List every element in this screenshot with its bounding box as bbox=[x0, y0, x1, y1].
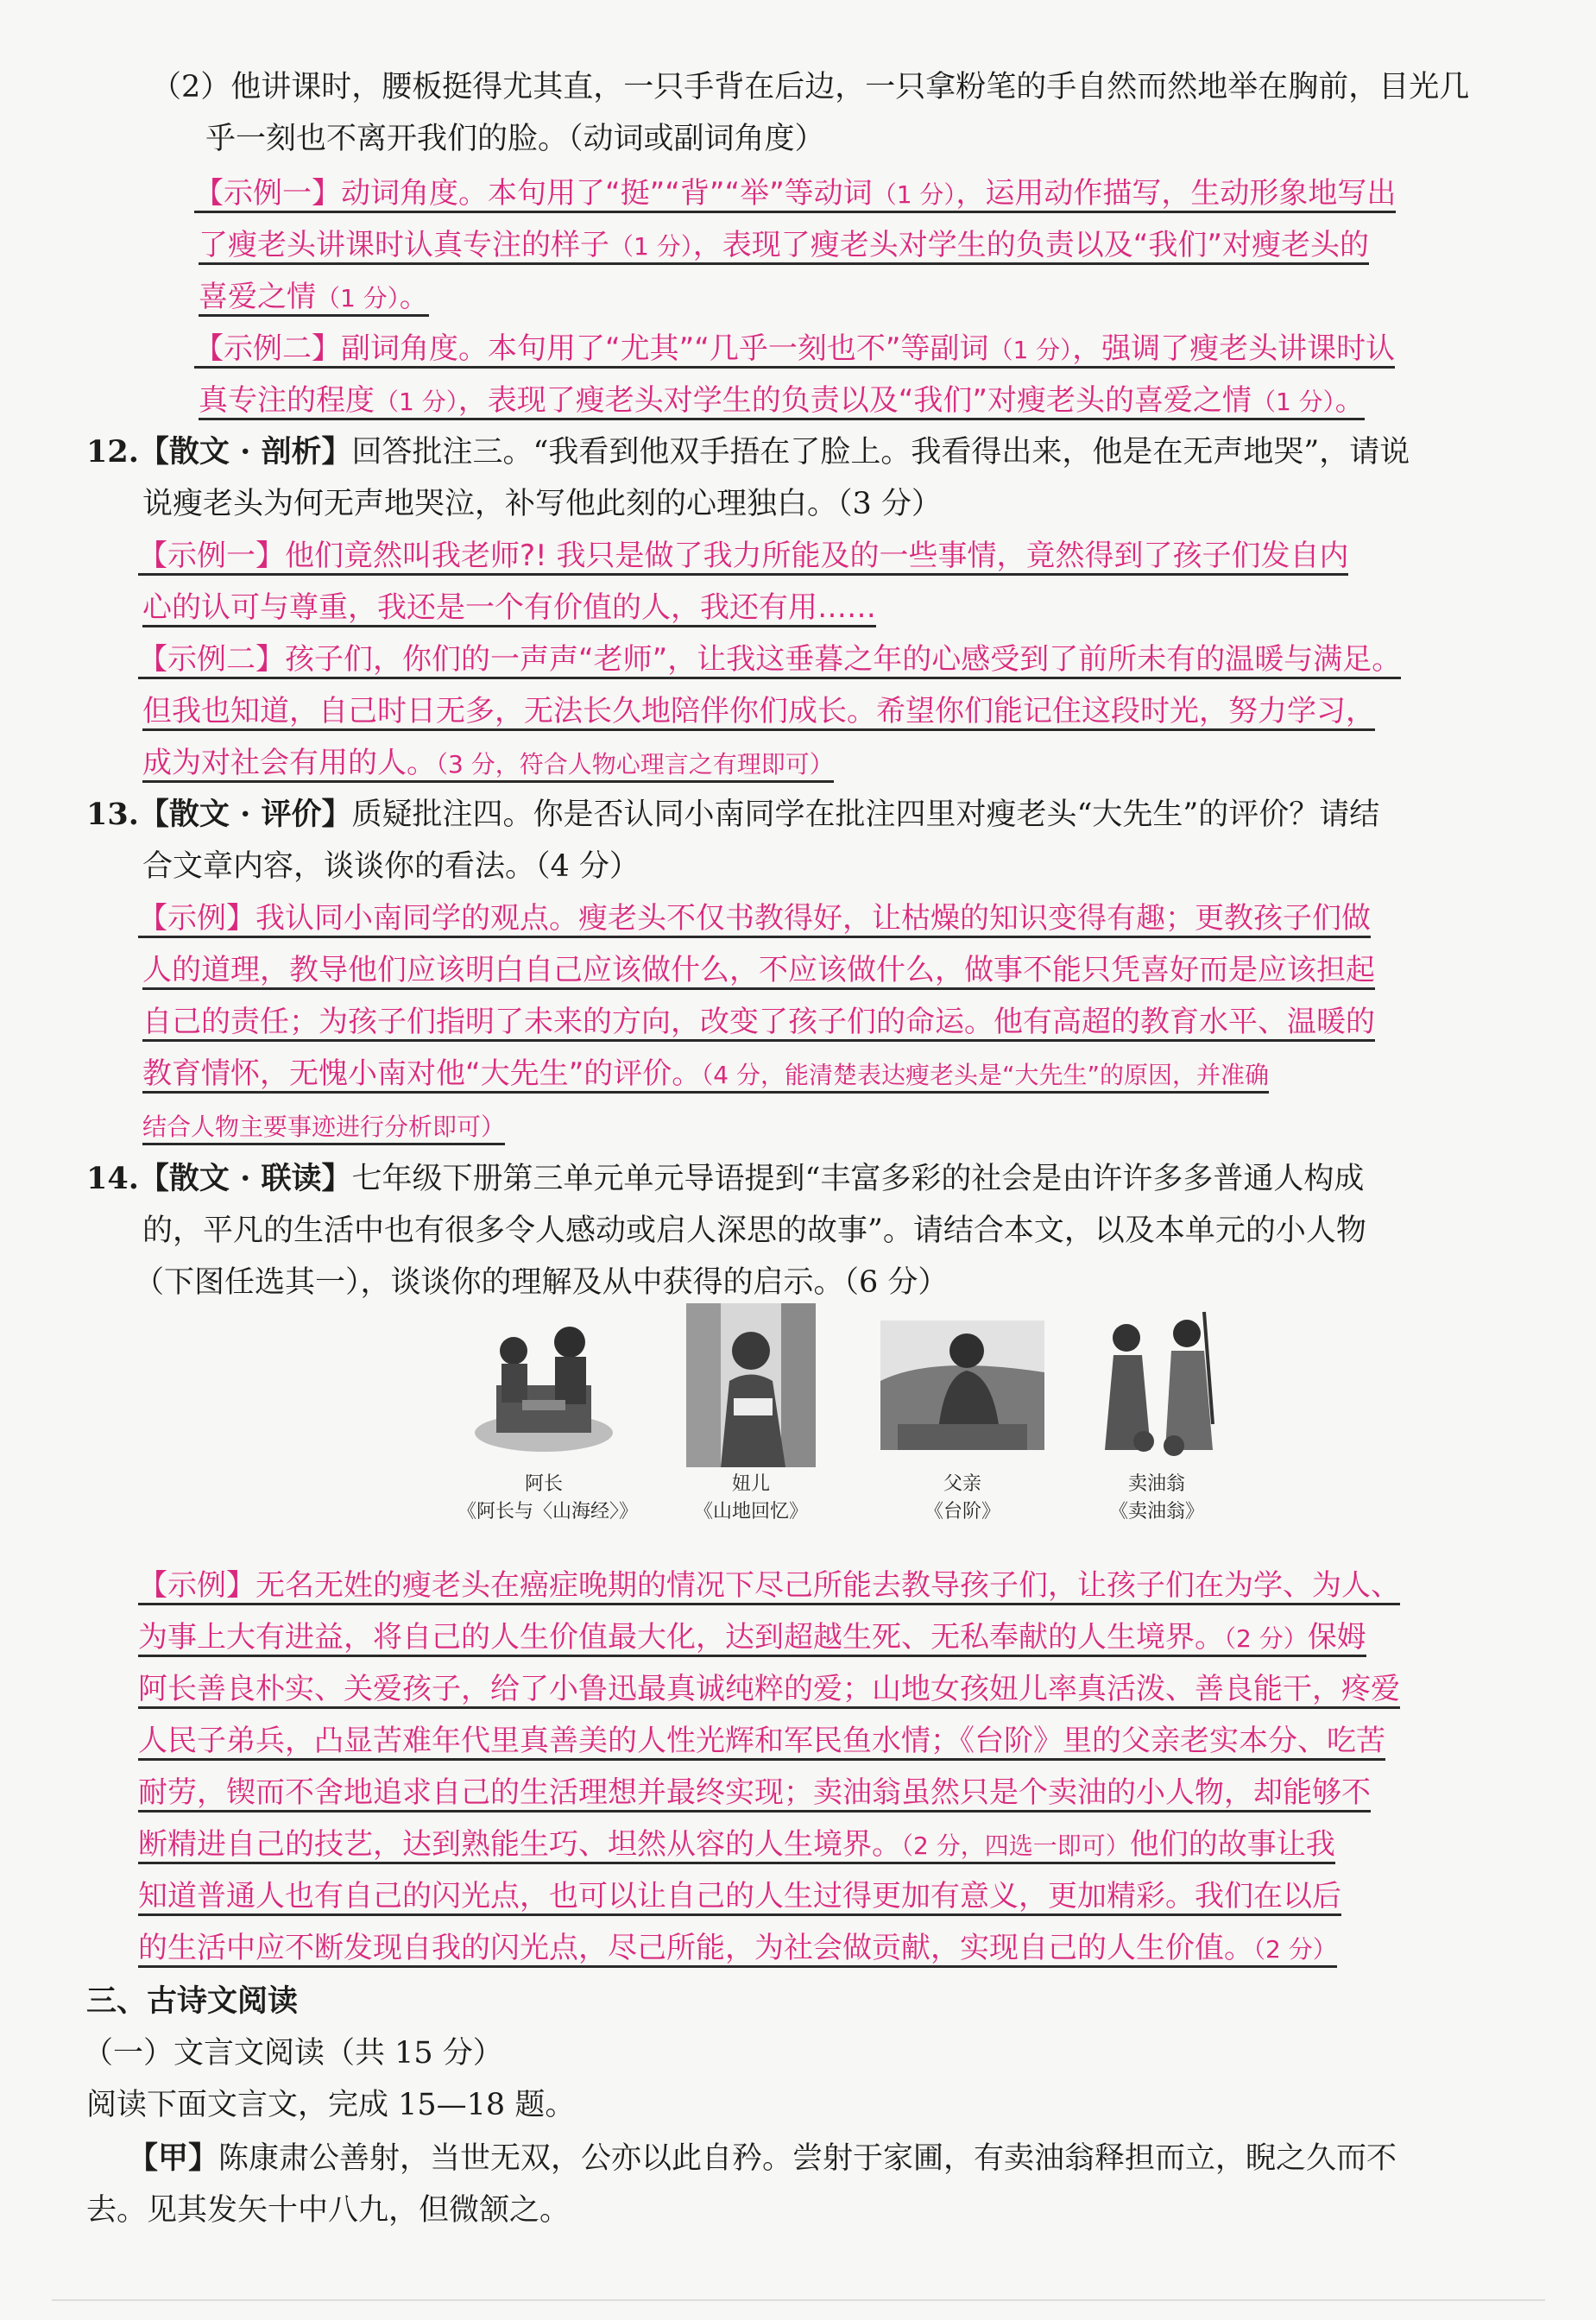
text-line bbox=[86, 1976, 298, 2027]
line-text: 阿长善良朴实、关爱孩子，给了小鲁迅最真诚纯粹的爱；山地女孩妞儿率真活泼、善良能干，疼爱 bbox=[138, 1672, 1400, 1706]
illustration-oil-seller bbox=[1075, 1303, 1239, 1467]
figure-name: 父亲 bbox=[943, 1473, 981, 1495]
answer-line bbox=[194, 324, 1395, 374]
line-text: 真专注的程度 bbox=[199, 383, 375, 418]
line-text: 保姆 bbox=[1307, 1620, 1366, 1655]
line-text: ，表现了瘦老头对学生的负责以及“我们”对瘦老头的喜爱之情 bbox=[457, 383, 1252, 418]
answer-line bbox=[138, 1871, 1341, 1921]
line-text: 成为对社会有用的人。 bbox=[142, 746, 436, 780]
page-edge-rule bbox=[52, 2299, 1545, 2301]
figure-source: 《卖油翁》 bbox=[1108, 1501, 1204, 1522]
answer-line bbox=[142, 997, 1375, 1047]
score-note: （1 分） bbox=[375, 388, 458, 416]
answer-line bbox=[138, 893, 1371, 943]
line-text: ，强调了瘦老头讲课时认 bbox=[1072, 331, 1396, 366]
line-text: （一）文言文阅读（共 15 分） bbox=[83, 2036, 503, 2071]
line-text: 耐劳，锲而不舍地追求自己的生活理想并最终实现；卖油翁虽然只是个卖油的小人物，却能够不 bbox=[138, 1775, 1371, 1810]
question-number: 12. bbox=[86, 434, 139, 470]
score-note: （2 分） bbox=[1224, 1624, 1308, 1653]
figure-row bbox=[457, 1303, 1286, 1554]
question-number: 14. bbox=[86, 1161, 139, 1196]
line-text: 喜爱之情 bbox=[199, 280, 316, 314]
answer-line bbox=[138, 1768, 1371, 1818]
answer-line bbox=[194, 168, 1396, 218]
line-text: 。 bbox=[399, 280, 429, 314]
figure-father bbox=[876, 1303, 1049, 1526]
answer-line bbox=[138, 1923, 1337, 1973]
line-text: 人民子弟兵，凸显苦难年代里真善美的人性光辉和军民鱼水情；《台阶》里的父亲老实本分、吃苦 bbox=[138, 1724, 1385, 1758]
text-line bbox=[128, 2134, 1397, 2184]
score-note: （3 分，符合人物心理言之有理即可） bbox=[436, 750, 834, 779]
answer-line bbox=[142, 1049, 1269, 1099]
answer-line bbox=[142, 738, 834, 788]
text-line bbox=[86, 2080, 575, 2130]
line-text: 说瘦老头为何无声地哭泣，补写他此刻的心理独白。（3 分） bbox=[142, 487, 942, 521]
illustration-father bbox=[880, 1303, 1044, 1467]
line-text: 【示例】我认同小南同学的观点。瘦老头不仅书教得好，让枯燥的知识变得有趣；更教孩子们做 bbox=[138, 901, 1371, 936]
line-text: 【示例一】动词角度。本句用了“挺”“背”“举”等动词 bbox=[194, 176, 873, 211]
line-text: 知道普通人也有自己的闪光点，也可以让自己的人生过得更加有意义，更加精彩。我们在以后 bbox=[138, 1879, 1341, 1913]
line-text: 乎一刻也不离开我们的脸。（动词或副词角度） bbox=[205, 122, 825, 156]
answer-line bbox=[199, 272, 429, 322]
figure-niu-er bbox=[665, 1303, 837, 1526]
line-text: 七年级下册第三单元单元导语提到“丰富多彩的社会是由许许多多普通人构成 bbox=[351, 1162, 1365, 1196]
line-text: 人的道理，教导他们应该明白自己应该做什么，不应该做什么，做事不能只凭喜好而是应该担起 bbox=[142, 953, 1375, 987]
text-line bbox=[142, 479, 942, 529]
answer-line bbox=[138, 1716, 1385, 1766]
score-note: （4 分，能清楚表达瘦老头是“大先生”的原因，并准确 bbox=[701, 1061, 1269, 1089]
line-text: 但我也知道，自己时日无多，无法长久地陪伴你们成长。希望你们能记住这段时光，努力学习， bbox=[142, 694, 1375, 728]
figure-source: 《山地回忆》 bbox=[693, 1501, 808, 1522]
line-text: 【示例一】他们竟然叫我老师?! 我只是做了我力所能及的一些事情，竟然得到了孩子们发自内 bbox=[138, 539, 1349, 573]
figure-a-chang bbox=[457, 1303, 639, 1526]
score-note: （1 分） bbox=[872, 180, 956, 209]
line-text: 阅读下面文言文，完成 15—18 题。 bbox=[86, 2088, 576, 2122]
line-text: ，运用动作描写，生动形象地写出 bbox=[956, 176, 1397, 211]
text-line bbox=[134, 1258, 948, 1308]
figure-name: 妞儿 bbox=[731, 1473, 770, 1495]
answer-line bbox=[199, 220, 1369, 270]
line-text: 去。见其发矢十中八九，但微颔之。 bbox=[86, 2193, 571, 2228]
line-text: 。 bbox=[1334, 383, 1365, 418]
line-text: 质疑批注四。你是否认同小南同学在批注四里对瘦老头“大先生”的评价？请结 bbox=[351, 798, 1380, 832]
score-note: （1 分） bbox=[609, 232, 693, 261]
text-line bbox=[83, 2028, 503, 2078]
line-text: 的生活中应不断发现自我的闪光点，尽己所能，为社会做贡献，实现自己的人生价值。 bbox=[138, 1931, 1253, 1965]
line-text: （下图任选其一），谈谈你的理解及从中获得的启示。（6 分） bbox=[134, 1265, 949, 1300]
line-text: 三、古诗文阅读 bbox=[86, 1983, 299, 2019]
line-text: 自己的责任；为孩子们指明了未来的方向，改变了孩子们的命运。他有高超的教育水平、温暖的 bbox=[142, 1005, 1375, 1039]
text-line bbox=[142, 842, 640, 892]
answer-line bbox=[199, 375, 1365, 426]
line-text: 【示例】无名无姓的瘦老头在癌症晚期的情况下尽己所能去教导孩子们，让孩子们在为学、为人、 bbox=[138, 1568, 1400, 1603]
score-note: （2 分） bbox=[1253, 1935, 1337, 1964]
answer-line bbox=[138, 1560, 1400, 1611]
answer-line bbox=[138, 531, 1348, 581]
line-text: 断精进自己的技艺，达到熟能生巧、坦然从容的人生境界。 bbox=[138, 1827, 901, 1862]
question-tag: 【散文 · 评价】 bbox=[138, 797, 352, 832]
answer-line bbox=[142, 1100, 505, 1151]
answer-line bbox=[138, 1819, 1335, 1869]
line-text: 的，平凡的生活中也有很多令人感动或启人深思的故事”。请结合本文，以及本单元的小人物 bbox=[142, 1214, 1366, 1248]
line-text: 回答批注三。“我看到他双手捂在了脸上。我看得出来，他是在无声地哭”，请说 bbox=[351, 435, 1410, 470]
figure-name: 卖油翁 bbox=[1127, 1473, 1185, 1495]
line-text: 了瘦老头讲课时认真专注的样子 bbox=[199, 228, 609, 262]
illustration-a-chang bbox=[462, 1303, 626, 1467]
question-number: 13. bbox=[86, 797, 139, 832]
text-line bbox=[86, 2185, 570, 2235]
text-line bbox=[142, 1206, 1366, 1256]
figure-source: 《阿长与〈山海经〉》 bbox=[457, 1501, 639, 1522]
score-note: （1 分） bbox=[316, 284, 400, 312]
question-line bbox=[86, 427, 1410, 477]
line-text: 他们的故事让我 bbox=[1129, 1827, 1335, 1862]
line-text: 合文章内容，谈谈你的看法。（4 分） bbox=[142, 849, 640, 884]
line-text: 陈康肃公善射，当世无双，公亦以此自矜。尝射于家圃，有卖油翁释担而立，睨之久而不 bbox=[218, 2141, 1397, 2176]
line-text: 【示例二】副词角度。本句用了“尤其”“几乎一刻也不”等副词 bbox=[194, 331, 989, 366]
answer-line bbox=[142, 686, 1375, 736]
question-line bbox=[86, 790, 1379, 840]
figure-name: 阿长 bbox=[524, 1473, 563, 1495]
text-line bbox=[151, 62, 1469, 112]
question-tag: 【甲】 bbox=[128, 2140, 219, 2176]
question-tag: 【散文 · 联读】 bbox=[138, 1161, 352, 1196]
question-tag: 【散文 · 剖析】 bbox=[138, 434, 352, 470]
line-text: 教育情怀，无愧小南对他“大先生”的评价。 bbox=[142, 1056, 702, 1091]
figure-oil-seller bbox=[1070, 1303, 1243, 1526]
score-note: （1 分） bbox=[1251, 388, 1335, 416]
text-line bbox=[205, 114, 825, 164]
score-note: 结合人物主要事迹进行分析即可） bbox=[142, 1113, 506, 1141]
line-text: 心的认可与尊重，我还是一个有价值的人，我还有用…… bbox=[142, 590, 876, 625]
answer-line bbox=[142, 583, 876, 633]
answer-line bbox=[138, 634, 1401, 684]
line-text: 【示例二】孩子们，你们的一声声“老师”，让我这垂暮之年的心感受到了前所未有的温暖与满足。 bbox=[138, 642, 1402, 677]
line-text: ，表现了瘦老头对学生的负责以及“我们”对瘦老头的 bbox=[692, 228, 1369, 262]
score-note: （2 分，四选一即可） bbox=[901, 1831, 1130, 1860]
illustration-niu-er bbox=[669, 1303, 833, 1467]
line-text: 为事上大有进益，将自己的人生价值最大化，达到超越生死、无私奉献的人生境界。 bbox=[138, 1620, 1224, 1655]
line-text: （2）他讲课时，腰板挺得尤其直，一只手背在后边，一只拿粉笔的手自然而然地举在胸前，目光几 bbox=[151, 70, 1470, 104]
figure-source: 《台阶》 bbox=[924, 1501, 1000, 1522]
answer-line bbox=[142, 945, 1375, 995]
score-note: （1 分） bbox=[988, 336, 1073, 364]
answer-line bbox=[138, 1612, 1366, 1662]
question-line bbox=[86, 1154, 1364, 1204]
answer-line bbox=[138, 1664, 1400, 1714]
